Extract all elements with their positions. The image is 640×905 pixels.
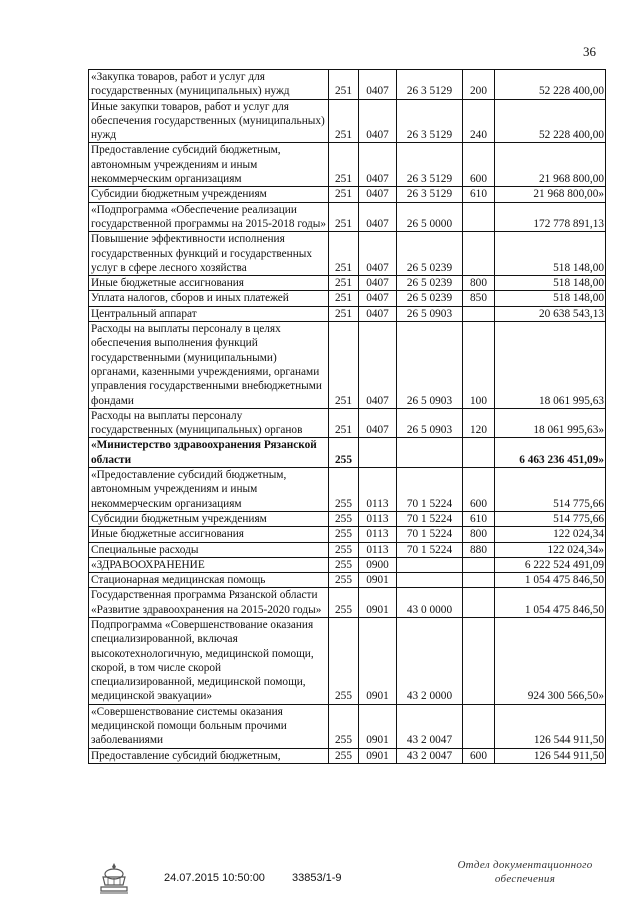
table-row <box>89 438 606 468</box>
row-section-code: 0407 <box>359 276 397 291</box>
row-section-code: 0407 <box>359 232 397 276</box>
row-ministry-code: 255 <box>329 748 359 763</box>
row-amount: 21 968 800,00 <box>495 143 606 187</box>
row-expense-type: 120 <box>463 408 495 438</box>
table-row <box>89 704 606 748</box>
row-section-code: 0113 <box>359 511 397 526</box>
row-expense-type <box>463 557 495 572</box>
row-expense-type: 610 <box>463 511 495 526</box>
row-ministry-code: 251 <box>329 70 359 100</box>
row-article-code: 43 2 0047 <box>397 748 463 763</box>
row-name: Подпрограмма «Совершенствование оказания специализированной, включая высокотехнологичную, медицинской помощи, скорой, в том числе скорой специализированной, медицинской помощи, медицинской эвакуации» <box>89 617 329 704</box>
row-ministry-code: 255 <box>329 573 359 588</box>
row-name: Иные бюджетные ассигнования <box>89 527 329 542</box>
row-name: Иные закупки товаров, работ и услуг для обеспечения государственных (муниципальных) нужд <box>89 99 329 143</box>
row-name: Повышение эффективности исполнения государственных функций и государственных услуг в сфере лесного хозяйства <box>89 232 329 276</box>
row-ministry-code: 255 <box>329 704 359 748</box>
table-row <box>89 557 606 572</box>
row-expense-type <box>463 232 495 276</box>
row-expense-type <box>463 573 495 588</box>
row-section-code: 0407 <box>359 70 397 100</box>
row-ministry-code: 255 <box>329 557 359 572</box>
footer-dept-line2: обеспечения <box>494 873 556 885</box>
page-number: 36 <box>583 44 596 59</box>
row-expense-type: 100 <box>463 322 495 409</box>
row-article-code <box>397 557 463 572</box>
row-ministry-code: 251 <box>329 276 359 291</box>
table-row <box>89 748 606 763</box>
row-ministry-code: 251 <box>329 408 359 438</box>
row-name: «Предоставление субсидий бюджетным, автономным учреждениям и иным некоммерческим организациям <box>89 468 329 512</box>
row-name: «ЗДРАВООХРАНЕНИЕ <box>89 557 329 572</box>
row-section-code: 0900 <box>359 557 397 572</box>
table-row <box>89 617 606 704</box>
table-row <box>89 306 606 321</box>
row-amount: 126 544 911,50 <box>495 704 606 748</box>
row-article-code: 26 5 0903 <box>397 322 463 409</box>
table-row <box>89 468 606 512</box>
row-amount: 18 061 995,63 <box>495 322 606 409</box>
row-ministry-code: 251 <box>329 99 359 143</box>
table-row <box>89 408 606 438</box>
table-row <box>89 202 606 232</box>
row-ministry-code: 251 <box>329 291 359 306</box>
row-amount: 6 463 236 451,09» <box>495 438 606 468</box>
row-amount: 172 778 891,13 <box>495 202 606 232</box>
table-row <box>89 542 606 557</box>
table-row <box>89 511 606 526</box>
row-amount: 924 300 566,50» <box>495 617 606 704</box>
row-expense-type: 800 <box>463 527 495 542</box>
row-article-code: 43 2 0047 <box>397 704 463 748</box>
row-name: Иные бюджетные ассигнования <box>89 276 329 291</box>
row-article-code: 26 5 0239 <box>397 276 463 291</box>
row-section-code: 0407 <box>359 322 397 409</box>
row-section-code: 0113 <box>359 542 397 557</box>
row-name: Предоставление субсидий бюджетным, <box>89 748 329 763</box>
budget-rows <box>89 70 606 764</box>
table-row <box>89 70 606 100</box>
row-name: Субсидии бюджетным учреждениям <box>89 187 329 202</box>
row-amount: 1 054 475 846,50 <box>495 573 606 588</box>
row-ministry-code: 251 <box>329 202 359 232</box>
row-expense-type: 880 <box>463 542 495 557</box>
row-article-code: 26 5 0239 <box>397 232 463 276</box>
row-expense-type <box>463 704 495 748</box>
row-amount: 21 968 800,00» <box>495 187 606 202</box>
row-article-code: 26 3 5129 <box>397 187 463 202</box>
row-expense-type <box>463 588 495 618</box>
row-expense-type: 600 <box>463 143 495 187</box>
row-name: «Министерство здравоохранения Рязанской области <box>89 438 329 468</box>
row-name: Расходы на выплаты персоналу государственных (муниципальных) органов <box>89 408 329 438</box>
row-amount: 126 544 911,50 <box>495 748 606 763</box>
row-expense-type: 600 <box>463 468 495 512</box>
row-section-code: 0407 <box>359 291 397 306</box>
row-name: Расходы на выплаты персоналу в целях обеспечения выполнения функций государственными (муниципальными) органами, казенными учреждениями, органами управления государственными внебюджетными фондами <box>89 322 329 409</box>
row-amount: 18 061 995,63» <box>495 408 606 438</box>
row-section-code: 0407 <box>359 306 397 321</box>
row-amount: 518 148,00 <box>495 291 606 306</box>
table-row <box>89 588 606 618</box>
row-ministry-code: 255 <box>329 511 359 526</box>
row-section-code: 0901 <box>359 573 397 588</box>
row-section-code: 0407 <box>359 99 397 143</box>
row-article-code <box>397 573 463 588</box>
row-ministry-code: 251 <box>329 232 359 276</box>
row-ministry-code: 255 <box>329 542 359 557</box>
row-expense-type: 600 <box>463 748 495 763</box>
row-ministry-code: 251 <box>329 306 359 321</box>
row-ministry-code: 255 <box>329 527 359 542</box>
footer-doc-code: 33853/1-9 <box>292 872 342 884</box>
row-section-code <box>359 438 397 468</box>
row-ministry-code: 255 <box>329 617 359 704</box>
row-section-code: 0407 <box>359 202 397 232</box>
row-amount: 52 228 400,00 <box>495 70 606 100</box>
table-row <box>89 573 606 588</box>
row-name: Центральный аппарат <box>89 306 329 321</box>
row-amount: 122 024,34 <box>495 527 606 542</box>
row-section-code: 0113 <box>359 527 397 542</box>
table-row <box>89 527 606 542</box>
row-expense-type: 800 <box>463 276 495 291</box>
row-section-code: 0901 <box>359 748 397 763</box>
row-expense-type: 240 <box>463 99 495 143</box>
row-article-code: 26 3 5129 <box>397 99 463 143</box>
row-expense-type: 200 <box>463 70 495 100</box>
table-row <box>89 187 606 202</box>
row-expense-type <box>463 438 495 468</box>
row-name: «Закупка товаров, работ и услуг для государственных (муниципальных) нужд <box>89 70 329 100</box>
row-article-code: 70 1 5224 <box>397 542 463 557</box>
row-expense-type <box>463 202 495 232</box>
row-name: «Подпрограмма «Обеспечение реализации государственной программы на 2015-2018 годы» <box>89 202 329 232</box>
row-section-code: 0407 <box>359 187 397 202</box>
row-article-code: 70 1 5224 <box>397 468 463 512</box>
table-row <box>89 322 606 409</box>
row-article-code: 43 2 0000 <box>397 617 463 704</box>
row-name: Стационарная медицинская помощь <box>89 573 329 588</box>
row-article-code <box>397 438 463 468</box>
row-amount: 52 228 400,00 <box>495 99 606 143</box>
footer-dept-line1: Отдел документационного <box>457 859 593 871</box>
row-name: Государственная программа Рязанской области «Развитие здравоохранения на 2015-2020 годы» <box>89 588 329 618</box>
row-section-code: 0901 <box>359 588 397 618</box>
row-amount: 6 222 524 491,09 <box>495 557 606 572</box>
footer-department-stamp <box>445 858 605 886</box>
row-expense-type: 850 <box>463 291 495 306</box>
row-expense-type <box>463 306 495 321</box>
row-ministry-code: 255 <box>329 588 359 618</box>
row-amount: 1 054 475 846,50 <box>495 588 606 618</box>
row-amount: 518 148,00 <box>495 276 606 291</box>
row-article-code: 70 1 5224 <box>397 527 463 542</box>
row-amount: 20 638 543,13 <box>495 306 606 321</box>
row-amount: 514 775,66 <box>495 511 606 526</box>
row-article-code: 26 5 0000 <box>397 202 463 232</box>
table-row <box>89 276 606 291</box>
row-article-code: 70 1 5224 <box>397 511 463 526</box>
row-section-code: 0113 <box>359 468 397 512</box>
table-row <box>89 99 606 143</box>
row-amount: 514 775,66 <box>495 468 606 512</box>
table-row <box>89 232 606 276</box>
row-ministry-code: 255 <box>329 468 359 512</box>
budget-table <box>88 69 606 764</box>
row-name: Специальные расходы <box>89 542 329 557</box>
row-expense-type <box>463 617 495 704</box>
table-row <box>89 291 606 306</box>
row-name: «Совершенствование системы оказания медицинской помощи больным прочими заболеваниями <box>89 704 329 748</box>
row-section-code: 0407 <box>359 408 397 438</box>
row-name: Уплата налогов, сборов и иных платежей <box>89 291 329 306</box>
row-article-code: 26 3 5129 <box>397 143 463 187</box>
row-article-code: 26 5 0239 <box>397 291 463 306</box>
row-article-code: 43 0 0000 <box>397 588 463 618</box>
row-amount: 122 024,34» <box>495 542 606 557</box>
row-article-code: 26 3 5129 <box>397 70 463 100</box>
row-section-code: 0901 <box>359 704 397 748</box>
table-row <box>89 143 606 187</box>
row-article-code: 26 5 0903 <box>397 408 463 438</box>
row-section-code: 0901 <box>359 617 397 704</box>
row-ministry-code: 255 <box>329 438 359 468</box>
row-ministry-code: 251 <box>329 187 359 202</box>
row-article-code: 26 5 0903 <box>397 306 463 321</box>
row-name: Предоставление субсидий бюджетным, автономным учреждениям и иным некоммерческим организациям <box>89 143 329 187</box>
row-amount: 518 148,00 <box>495 232 606 276</box>
row-ministry-code: 251 <box>329 322 359 409</box>
row-name: Субсидии бюджетным учреждениям <box>89 511 329 526</box>
row-section-code: 0407 <box>359 143 397 187</box>
footer-datetime: 24.07.2015 10:50:00 <box>164 872 265 884</box>
row-expense-type: 610 <box>463 187 495 202</box>
emblem-icon <box>98 861 130 895</box>
row-ministry-code: 251 <box>329 143 359 187</box>
